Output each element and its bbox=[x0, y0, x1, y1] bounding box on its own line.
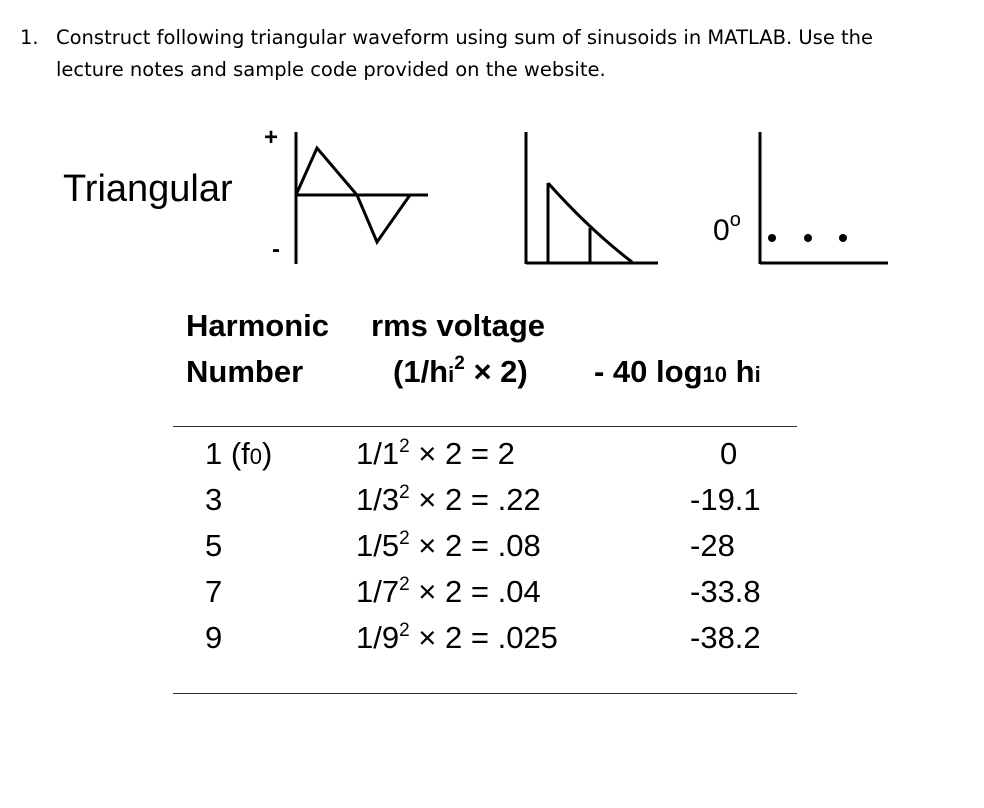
table-row bbox=[0, 482, 984, 528]
header-rms-sub: i bbox=[448, 362, 455, 387]
db-cell: -28 bbox=[690, 528, 735, 563]
phase-spectrum-plot bbox=[760, 132, 888, 264]
header-db-sub1: 10 bbox=[702, 362, 727, 387]
table-row bbox=[0, 620, 984, 666]
header-db-sub2: i bbox=[754, 362, 761, 387]
rms-cell: $1/5^2 \times 2 = .08$ bbox=[356, 528, 541, 563]
rms-cell: $1/3^2 \times 2 = .22$ bbox=[356, 482, 541, 517]
phase-dots bbox=[768, 234, 847, 242]
minus-sign: - bbox=[272, 236, 280, 263]
rms-cell: $1/1^2 \times 2 = 2$ bbox=[356, 436, 515, 471]
triangular-waveform-plot bbox=[296, 132, 428, 264]
db-cell: -19.1 bbox=[690, 482, 761, 517]
phase-dot-1 bbox=[768, 234, 776, 242]
table-bottom-rule bbox=[173, 693, 797, 694]
header-harmonic-line2: Number bbox=[186, 354, 304, 389]
table-row bbox=[0, 574, 984, 620]
header-rms-sup: 2 bbox=[454, 353, 465, 374]
waveform-label: Triangular bbox=[63, 168, 233, 210]
db-cell: -33.8 bbox=[690, 574, 761, 609]
header-rms-a: (1/h bbox=[393, 354, 449, 389]
question-number: 1. bbox=[20, 26, 39, 49]
plus-sign: + bbox=[264, 124, 279, 151]
harmonic-cell: 9 bbox=[205, 620, 223, 655]
rms-cell: $1/9^2 \times 2 = .025$ bbox=[356, 620, 558, 655]
header-rms-formula bbox=[393, 354, 528, 390]
phase-degree: o bbox=[729, 209, 741, 231]
phase-dot-2 bbox=[804, 234, 812, 242]
header-rms-line1: rms voltage bbox=[371, 308, 546, 343]
header-rms-b: × 2) bbox=[464, 354, 528, 389]
harmonic-cell: 1 (f0) bbox=[205, 436, 273, 471]
phase-value: 0 bbox=[713, 214, 730, 247]
table-row bbox=[0, 528, 984, 574]
question-line-2: lecture notes and sample code provided on the website. bbox=[56, 58, 606, 81]
table-row bbox=[0, 436, 984, 482]
header-db-formula bbox=[594, 354, 761, 390]
db-cell: -38.2 bbox=[690, 620, 761, 655]
harmonic-cell: 7 bbox=[205, 574, 223, 609]
question-line-1: Construct following triangular waveform using sum of sinusoids in MATLAB. Use the bbox=[56, 26, 874, 49]
amplitude-spectrum-plot bbox=[526, 132, 658, 264]
header-harmonic-line1: Harmonic bbox=[186, 308, 329, 343]
header-db-a: - 40 log bbox=[594, 354, 703, 389]
harmonic-cell: 5 bbox=[205, 528, 223, 563]
table-top-rule bbox=[173, 426, 797, 427]
header-db-b: h bbox=[727, 354, 755, 389]
rms-cell: $1/7^2 \times 2 = .04$ bbox=[356, 574, 541, 609]
db-cell: 0 bbox=[720, 436, 738, 471]
harmonic-cell: 3 bbox=[205, 482, 223, 517]
phase-dot-3 bbox=[839, 234, 847, 242]
